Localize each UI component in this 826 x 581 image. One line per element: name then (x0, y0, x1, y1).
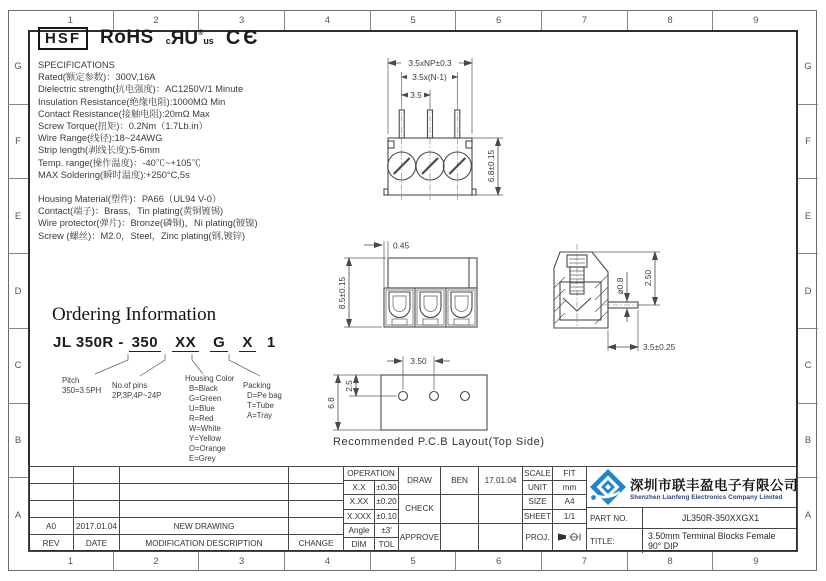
col-label: 9 (753, 556, 759, 567)
rev-value: A0 (29, 518, 74, 535)
dim-total-width: 3.5xNP±0.3 (408, 57, 452, 68)
housing-option: W=White (189, 424, 221, 433)
top-view-drawing (318, 233, 513, 333)
col-label: 8 (628, 552, 714, 571)
housing-option: O=Orange (189, 444, 226, 453)
company-name-en: Shenzhen Lianfeng Electronics Company Limited (630, 493, 783, 501)
tol-value: ±0.20 (375, 495, 399, 509)
dim-row: 2.5 (344, 380, 354, 392)
check-date (479, 495, 523, 523)
unit-value: mm (553, 481, 587, 495)
approve-date (479, 524, 523, 552)
check-name (441, 495, 479, 523)
rev-header: CHANGE (289, 535, 344, 552)
col-label: 4 (285, 552, 371, 571)
pn-suffix: 1 (266, 334, 276, 351)
tol-label: X.XXX (344, 510, 375, 524)
rev-cell (29, 501, 74, 518)
col-label: 3 (199, 552, 285, 571)
first-angle-projection-icon (557, 532, 583, 542)
housing-option: U=Blue (189, 404, 215, 413)
tol-label: DIM (344, 538, 375, 552)
rev-cell (120, 467, 289, 484)
pcb-caption: Recommended P.C.B Layout(Top Side) (333, 436, 545, 448)
pitch-value: 350=3.5PH (62, 386, 102, 395)
column-labels-bottom (28, 552, 798, 571)
rev-change (289, 518, 344, 535)
part-number-code (53, 334, 276, 352)
packing-option: A=Tray (247, 411, 273, 420)
row-label: B (8, 404, 28, 479)
rev-cell (74, 467, 120, 484)
spec-line: Temp. range(操作温度)：-40℃~+105℃ (38, 157, 201, 168)
pn-seg-pitch: 350 (129, 334, 162, 352)
rev-cell (74, 501, 120, 518)
ordering-pins-label (112, 381, 161, 401)
packing-option: T=Tube (247, 401, 274, 410)
row-label: B (798, 404, 818, 479)
title-line1: 3.50mm Terminal Blocks Female (648, 531, 776, 541)
sheet-label: SHEET (523, 510, 553, 524)
spec-line: Contact Resistance(接触电阻):20mΩ Max (38, 108, 210, 119)
dim-height: 8.5±0.15 (337, 276, 347, 310)
col-label: 2 (114, 552, 200, 571)
spec-line: Rated(额定参数)：300V,16A (38, 72, 156, 83)
pn-seg-color: G (210, 334, 228, 352)
pcb-layout-drawing (323, 348, 538, 443)
rev-desc: NEW DRAWING (120, 518, 289, 535)
row-label: C (798, 329, 818, 404)
col-label: 6 (456, 10, 542, 30)
ordering-pitch-label (62, 376, 101, 396)
materials-block (38, 193, 258, 242)
part-no-value: JL350R-350XXGX1 (681, 513, 760, 523)
dim-span: 3.5x(N-1) (412, 71, 447, 82)
ce-mark-icon: CЄ (225, 26, 261, 49)
spec-line: SPECIFICATIONS (38, 60, 115, 70)
title-value (643, 529, 798, 553)
row-label: D (8, 254, 28, 329)
housing-option: Y=Yellow (189, 434, 222, 443)
col-label: 5 (371, 552, 457, 571)
dim-pin-dia: ø0.8 (615, 277, 625, 295)
size-label: SIZE (523, 495, 553, 509)
row-labels-right (798, 30, 818, 552)
rohs-mark: RoHS (100, 27, 154, 48)
row-label: G (8, 30, 28, 105)
specifications-block (38, 59, 243, 181)
pins-value: 2P,3P,4P~24P (112, 391, 162, 400)
row-label: G (798, 30, 818, 105)
row-label: D (798, 254, 818, 329)
sheet-value: 1/1 (553, 510, 587, 524)
col-label: 2 (114, 10, 200, 30)
draw-name: BEN (441, 467, 479, 495)
col-label: 6 (456, 552, 542, 571)
material-line: Housing Material(塑件)：PA66（UL94 V-0） (38, 194, 222, 204)
company-title-block (586, 466, 798, 552)
rev-cell (29, 484, 74, 501)
scale-value: FIT (553, 467, 587, 481)
title-label: TITLE: (586, 529, 643, 553)
col-label: 9 (753, 14, 759, 26)
title-block-table (343, 466, 586, 552)
packing-label: Packing (243, 381, 271, 390)
rev-date: 2017.01.04 (74, 518, 120, 535)
rev-cell (289, 501, 344, 518)
housing-label: Housing Color (185, 374, 235, 383)
certification-bar (38, 24, 261, 52)
tol-label: X.X (344, 481, 375, 495)
row-label: F (798, 105, 818, 180)
proj-label: PROJ. (523, 524, 553, 552)
dim-width: 6.8 (326, 397, 336, 409)
rev-header: DATE (74, 535, 120, 552)
ordering-housing-label (185, 374, 234, 464)
col-label: 7 (542, 10, 628, 30)
housing-option: G=Green (189, 394, 222, 403)
col-label: 3 (199, 10, 285, 30)
col-label: 5 (371, 10, 457, 30)
spec-line: Screw Torque(扭矩)：0.2Nm（1.7Lb.in） (38, 121, 208, 132)
tol-label: Angle (344, 524, 375, 538)
check-label: CHECK (399, 495, 441, 523)
rev-cell (29, 467, 74, 484)
dim-pitch: 3.5 (410, 89, 422, 100)
pn-seg-packing: X (239, 334, 256, 352)
ul-us: us (203, 35, 214, 46)
tol-value: ±0.30 (375, 481, 399, 495)
spec-line: Dielectric strength(抗电强度)：AC1250V/1 Minute (38, 84, 244, 95)
row-label: A (14, 509, 22, 521)
dim-offset: 0.45 (393, 240, 410, 251)
revision-table (28, 466, 343, 552)
col-label: 8 (628, 10, 714, 30)
row-label: F (8, 105, 28, 180)
rev-cell (120, 501, 289, 518)
rev-cell (289, 467, 344, 484)
material-line: Screw (螺丝)：M2.0，Steel，Zinc plating(钢,镀锌) (38, 230, 246, 241)
tol-value: TOL (375, 538, 399, 552)
pn-seg-pins: XX (172, 334, 199, 352)
ul-recognized-icon (165, 27, 214, 49)
title-row (586, 529, 798, 553)
packing-option: D=Pe bag (247, 391, 282, 400)
hsf-mark: HSF (38, 27, 88, 50)
rev-header: REV (29, 535, 74, 552)
ordering-title: Ordering Information (52, 304, 217, 325)
company-name-cn: 深圳市联丰盈电子有限公司 (630, 477, 798, 493)
row-label: E (798, 179, 818, 254)
approve-label: APPROVE (399, 524, 441, 552)
col-label: 7 (542, 552, 628, 571)
ul-ru: ЯU (170, 27, 199, 49)
tol-value: ±0.10 (375, 510, 399, 524)
draw-label: DRAW (399, 467, 441, 495)
col-label: 1 (28, 552, 114, 571)
material-line: Contact(端子)：Brass，Tin plating(黄铜镀锡) (38, 206, 224, 217)
operation-header: OPERATION (344, 467, 399, 481)
tol-value: ±3' (375, 524, 399, 538)
company-row (586, 467, 798, 508)
part-no-row (586, 508, 798, 529)
ul-reg: ® (198, 29, 204, 37)
rev-cell (74, 484, 120, 501)
dim-pitch: 3.50 (410, 356, 427, 366)
company-names (630, 474, 798, 501)
col-label: 4 (285, 10, 371, 30)
title-line2: 90° DIP (648, 541, 679, 551)
unit-label: UNIT (523, 481, 553, 495)
material-line: Wire protector(弹片)：Bronze(磷铜)，Ni plating(镀镍) (38, 218, 258, 229)
ordering-packing-label (243, 381, 282, 421)
proj-symbol-cell (553, 524, 587, 552)
pn-prefix: JL 350R - (53, 334, 129, 351)
row-label: A (804, 509, 812, 521)
rev-header: MODIFICATION DESCRIPTION (120, 535, 289, 552)
draw-date: 17.01.04 (479, 467, 523, 495)
housing-option: E=Grey (189, 454, 216, 463)
spec-line: Wire Range(线径):18~24AWG (38, 133, 163, 144)
side-section-drawing (543, 238, 703, 358)
scale-label: SCALE (523, 467, 553, 481)
housing-option: R=Red (189, 414, 214, 423)
approve-name (441, 524, 479, 552)
spec-line: Strip length(剥线长度):5-6mm (38, 145, 160, 156)
dim-pin-center: 2.50 (643, 269, 653, 287)
spec-line: Insulation Resistance(绝缘电阻):1000MΩ Min (38, 96, 226, 107)
ul-c: c (165, 35, 171, 46)
pins-label: No.of pins (112, 381, 148, 390)
dim-height: 6.8±0.15 (486, 149, 496, 183)
spec-line: MAX Soldering(瞬时温度):+250°C,5s (38, 169, 190, 180)
rev-cell (289, 484, 344, 501)
housing-option: B=Black (189, 384, 218, 393)
part-no-label: PART NO. (586, 508, 643, 528)
pitch-label: Pitch (62, 376, 80, 385)
rev-cell (120, 484, 289, 501)
company-logo-icon (589, 468, 627, 506)
front-view-drawing (365, 48, 545, 208)
col-label: 1 (28, 10, 114, 30)
row-label: E (8, 179, 28, 254)
dim-pin-len: 3.5±0.25 (643, 342, 676, 352)
row-label: C (8, 329, 28, 404)
tol-label: X.XX (344, 495, 375, 509)
row-labels-left (8, 30, 28, 552)
size-value: A4 (553, 495, 587, 509)
